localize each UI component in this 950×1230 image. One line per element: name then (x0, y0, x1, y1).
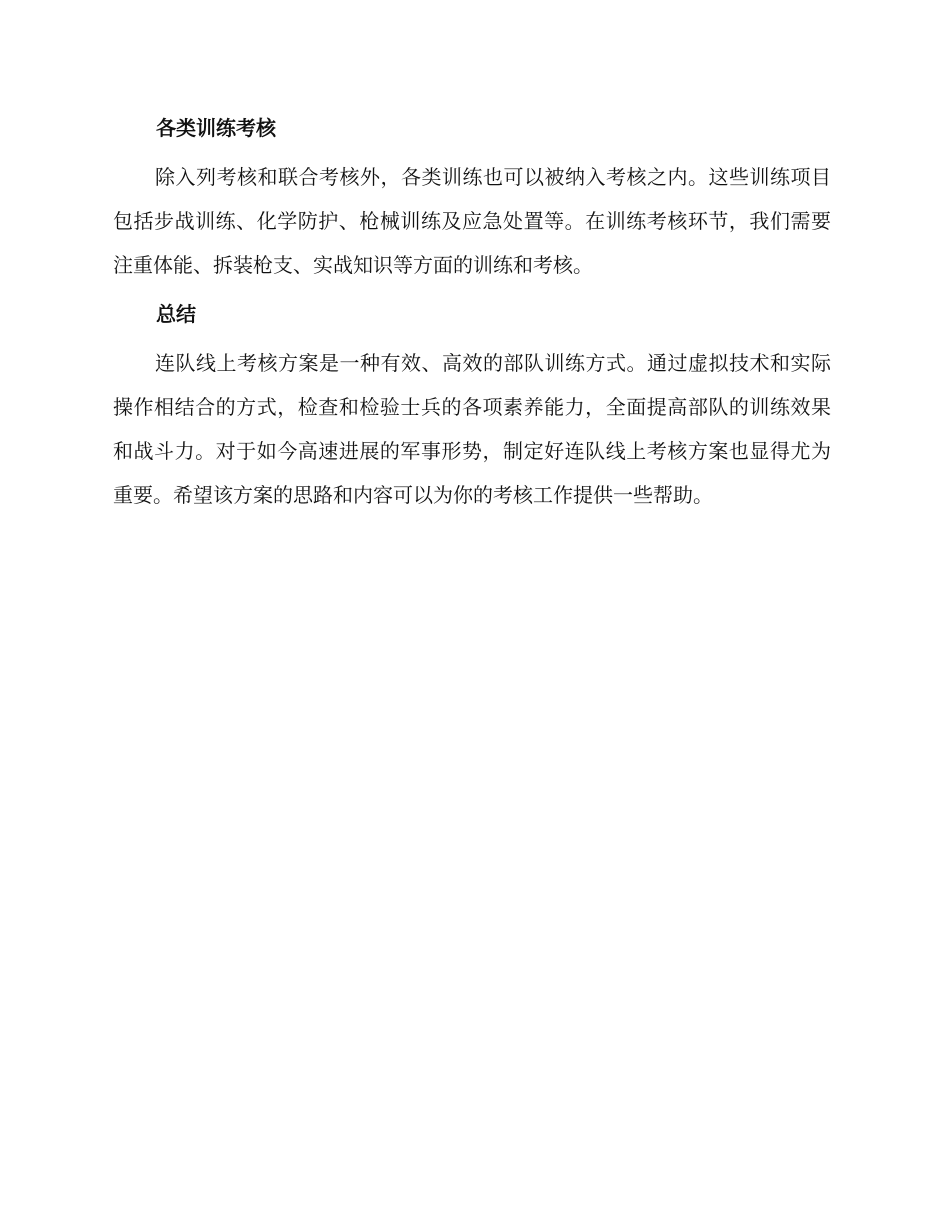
section-heading: 各类训练考核 (156, 116, 276, 140)
document-body (113, 112, 831, 517)
section-paragraph: 除入列考核和联合考核外，各类训练也可以被纳入考核之内。这些训练项目包括步战训练、化学防护、枪械训练及应急处置等。在训练考核环节，我们需要注重体能、拆装枪支、实战知识等方面的训练和考核。 (113, 165, 831, 277)
section-training-assessment (113, 112, 831, 287)
section-heading: 总结 (156, 302, 196, 326)
section-paragraph: 连队线上考核方案是一种有效、高效的部队训练方式。通过虚拟技术和实际操作相结合的方式，检查和检验士兵的各项素养能力，全面提高部队的训练效果和战斗力。对于如今高速进展的军事形势，制定好连队线上考核方案也显得尤为重要。希望该方案的思路和内容可以为你的考核工作提供一些帮助。 (113, 351, 831, 507)
section-summary (113, 298, 831, 517)
